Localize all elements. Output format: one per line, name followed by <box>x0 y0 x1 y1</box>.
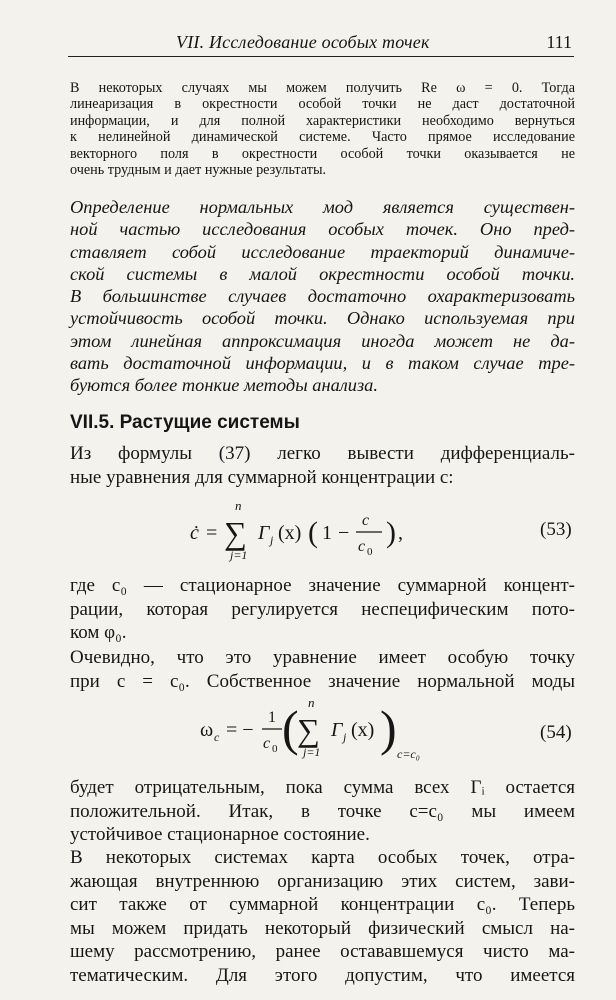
text-line: мы можем придать некоторый физический смысл на- <box>70 917 575 939</box>
text-line: жающая внутреннюю организацию этих систем, зави- <box>70 870 575 892</box>
eq53-minus: − <box>338 522 350 544</box>
eq54-numerator: 1 <box>268 709 276 726</box>
equation-54 <box>200 692 440 772</box>
text-line: устойчивость особой точки. Однако используемая при <box>70 308 575 329</box>
text-line: ной частью исследования особых точек. Оно пред- <box>70 219 575 240</box>
text-line: информации, и для полной характеристики необходимо вернуться <box>70 112 575 129</box>
eq54-equals-minus: = − <box>226 719 254 741</box>
eq54-denominator-sub: 0 <box>272 743 278 755</box>
eq54-denominator: c <box>263 735 271 752</box>
eq54-open-paren: ( <box>282 700 299 756</box>
eq53-lower-limit: j=1 <box>230 548 248 562</box>
body-paragraph <box>70 442 575 489</box>
text-line: линеаризация в окрестности особой точки не даст достаточной <box>70 96 575 113</box>
text-line: ные уравнения для суммарной концентрации c: <box>70 466 454 488</box>
text-line: к нелинейной динамической системе. Часто прямое исследование <box>70 129 575 146</box>
text-line: векторного поля в окрестности особой точки оказывается не <box>70 145 575 162</box>
eq54-gamma-sub: j <box>343 730 347 744</box>
eq53-numerator: c <box>362 512 370 529</box>
equation-53 <box>190 495 430 567</box>
eq54-upper-limit: n <box>308 695 315 710</box>
text-line: ской системы в малой окрестности особой точки. <box>70 263 575 284</box>
small-print-paragraph <box>70 80 575 178</box>
text-line: вать достаточной информации, и в таком случае тре- <box>70 353 575 374</box>
eq53-gamma-sub: j <box>270 533 274 547</box>
text-line: Из формулы (37) легко вывести дифференциаль- <box>70 443 575 464</box>
text-line: Определение нормальных мод является существен- <box>70 197 575 217</box>
text-line: тематическим. Для этого допустим, что имеется <box>70 964 575 986</box>
eq54-omega-sub: c <box>214 730 220 744</box>
text-line: сит также от суммарной концентрации c₀. Теперь <box>70 894 575 915</box>
section-heading: VII.5. Растущие системы <box>70 412 300 433</box>
eq54-close-paren: ) <box>380 700 397 756</box>
eq53-upper-limit: n <box>235 498 242 513</box>
eq53-open-paren: ( <box>308 516 318 549</box>
eq53-denominator-sub: 0 <box>367 546 373 558</box>
eq53-gamma: Γ <box>258 522 270 544</box>
eq54-arg: (x) <box>351 719 375 741</box>
eq53-arg: (x) <box>278 522 302 544</box>
body-paragraph <box>70 776 575 847</box>
body-paragraph <box>70 574 575 645</box>
eq53-denominator: c <box>358 538 366 555</box>
eq54-lower-limit: j=1 <box>303 745 321 759</box>
text-line: устойчивое стационарное состояние. <box>70 824 370 845</box>
text-line: при c = c₀. Собственное значение нормальной моды <box>70 670 575 692</box>
body-paragraph <box>70 846 575 987</box>
eq53-equals: = <box>206 522 218 544</box>
eq54-sum-sign: ∑ <box>297 712 320 748</box>
equation-number-54: (54) <box>540 722 572 743</box>
text-line: очень трудным и дает нужные результаты. <box>70 162 327 179</box>
eq54-eval-sub: c=c₀ <box>397 747 420 761</box>
text-line: ставляет собой исследование траекторий динамиче- <box>70 241 575 262</box>
text-line: Очевидно, что это уравнение имеет особую точку <box>70 647 575 668</box>
chapter-title: VII. Исследование особых точек <box>176 32 430 52</box>
text-line: ком φ₀. <box>70 622 127 643</box>
eq53-sum-sign: ∑ <box>224 515 247 551</box>
text-line: рации, которая регулируется неспецифическим пото- <box>70 598 575 620</box>
italic-summary-paragraph <box>70 196 575 397</box>
eq54-gamma: Γ <box>331 719 343 741</box>
text-line: В большинстве случаев достаточно охарактеризовать <box>70 286 575 307</box>
text-line: В некоторых системах карта особых точек, отра- <box>70 847 575 868</box>
eq53-lhs: ċ <box>190 522 199 544</box>
eq53-comma: , <box>398 522 403 544</box>
running-header <box>68 28 574 57</box>
text-line: будет отрицательным, пока сумма всех Γᵢ остается <box>70 777 575 798</box>
text-line: этом линейная аппроксимация иногда может не да- <box>70 330 575 351</box>
text-line: буются более тонкие методы анализа. <box>70 375 378 396</box>
page-number: 111 <box>546 32 572 52</box>
text-line: положительной. Итак, в точке c=c₀ мы имеем <box>70 800 575 822</box>
text-line: где c₀ — стационарное значение суммарной концент- <box>70 575 575 596</box>
body-paragraph <box>70 646 575 693</box>
equation-number-53: (53) <box>540 519 572 540</box>
text-line: шему рассмотрению, ранее остававшемуся чисто ма- <box>70 941 575 962</box>
eq53-one: 1 <box>322 522 332 544</box>
eq54-omega: ω <box>200 719 214 741</box>
eq53-close-paren: ) <box>386 516 396 549</box>
text-line: В некоторых случаях мы можем получить Re ω = 0. Тогда <box>70 80 575 96</box>
